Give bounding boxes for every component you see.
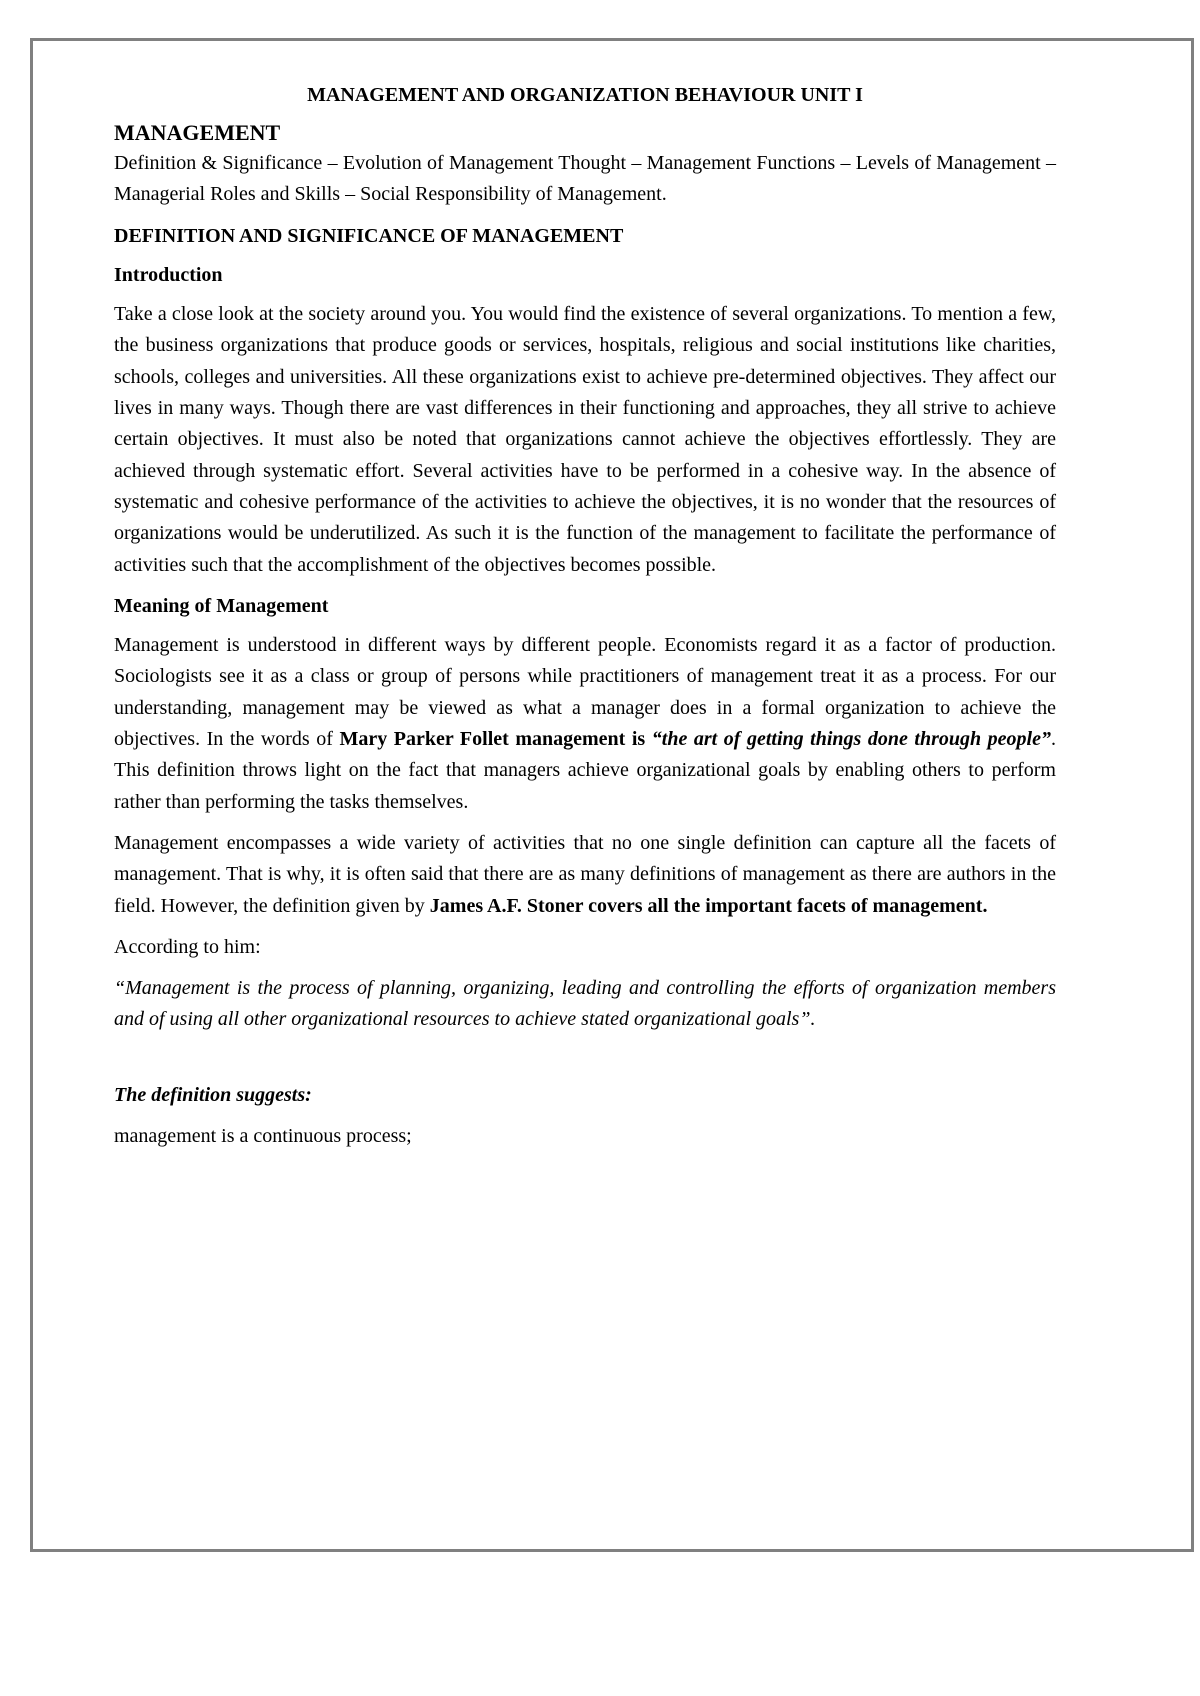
document-title: MANAGEMENT AND ORGANIZATION BEHAVIOUR UNIT I [307,84,863,106]
follet-definition: “the art of getting things done through people” [651,728,1051,751]
document-body [114,80,1056,1162]
introduction-heading: Introduction [114,263,223,286]
meaning-paragraph-1 [114,630,1056,818]
meaning-p1-text: Management is understood in different ways by different people. Economists regard it as a factor of production. Sociologists see it as a class or group of persons while practitioners of management treat it as a process. For our understanding, management may be viewed as what a manager does in a formal organization to achieve the objectives. In the words of [114,634,1056,751]
follet-name: Mary Parker Follet management is [339,728,652,751]
unit-topics: Definition & Significance – Evolution of Management Thought – Management Functions – Levels of Management – Managerial Roles and Skills – Social Responsibility of Management. [114,152,1056,206]
meaning-p2-text: Management encompasses a wide variety of activities that no one single definition can capture all the facets of management. That is why, it is often said that there are as many definitions of management as there are authors in the field. However, the definition given by [114,831,1056,917]
first-point: management is a continuous process; [114,1125,412,1148]
according-text: According to him: [114,935,261,958]
meaning-p1-end: . This definition throws light on the fact that managers achieve organizational goals by enabling others to perform rather than performing the tasks themselves. [114,728,1056,813]
introduction-paragraph: Take a close look at the society around you. You would find the existence of several organizations. To mention a few, the business organizations that produce goods or services, hospitals, religious and social institutions like charities, schools, colleges and universities. All these organizations exist to achieve pre-determined objectives. They affect our lives in many ways. Though there are vast differences in their functioning and approaches, they all strive to achieve certain objectives. It must also be noted that organizations cannot achieve the objectives effortlessly. They are achieved through systematic effort. Several activities have to be performed in a cohesive way. In the absence of systematic and cohesive performance of the activities to achieve the objectives, it is no wonder that the resources of organizations would be underutilized. As such it is the function of the management to facilitate the performance of activities such that the accomplishment of the objectives becomes possible. [114,303,1056,576]
unit-heading: MANAGEMENT [114,120,281,145]
section-heading: DEFINITION AND SIGNIFICANCE OF MANAGEMENT [114,224,624,247]
definition-suggests-heading: The definition suggests: [114,1083,312,1106]
stoner-statement: James A.F. Stoner covers all the important facets of management. [429,894,988,917]
meaning-paragraph-2 [114,828,1056,922]
stoner-definition-quote: “Management is the process of planning, organizing, leading and controlling the efforts of organization members and of using all other organizational resources to achieve stated organizational goals”. [114,977,1056,1031]
meaning-heading: Meaning of Management [114,594,329,617]
